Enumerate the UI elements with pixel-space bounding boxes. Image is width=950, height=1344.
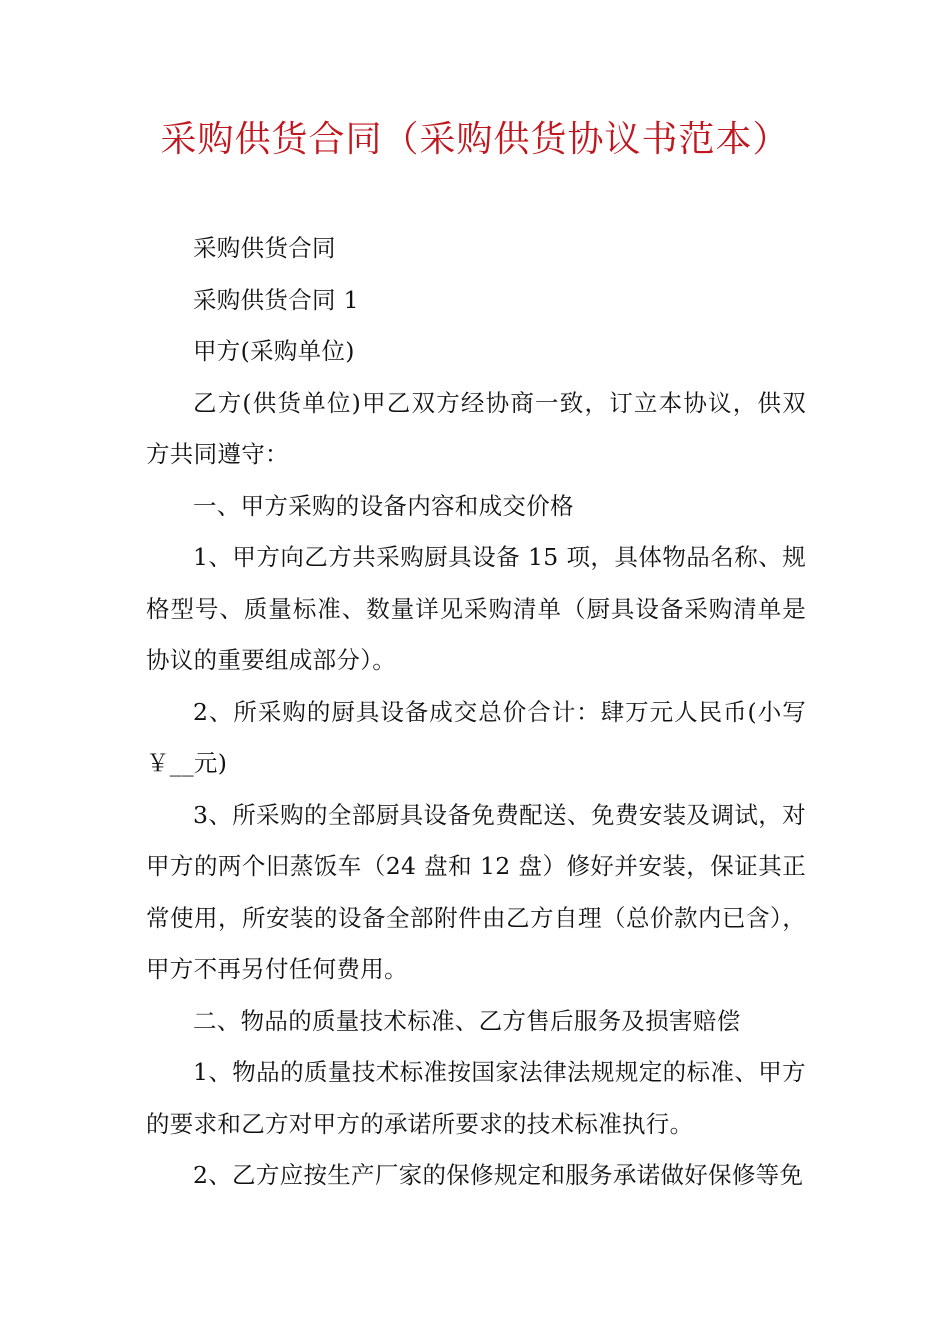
document-title: 采购供货合同（采购供货协议书范本）: [160, 119, 790, 160]
section-heading-1: 一、甲方采购的设备内容和成交价格: [193, 491, 574, 520]
paragraph-party-b: 乙方(供货单位)甲乙双方经协商一致，订立本协议，供双方共同遵守：: [146, 388, 806, 468]
clause-2-2: 2、乙方应按生产厂家的保修规定和服务承诺做好保修等免: [193, 1161, 804, 1189]
clause-1-2: 2、所采购的厨具设备成交总价合计：肆万元人民币(小写￥__元): [146, 697, 806, 777]
clause-1-3: 3、所采购的全部厨具设备免费配送、免费安装及调试，对甲方的两个旧蒸饭车（24 盘和 12 盘）修好并安装，保证其正常使用，所安装的设备全部附件由乙方自理（总价款内已含），甲方不再另付任何费用。: [146, 800, 806, 983]
document-body: [146, 223, 806, 1202]
paragraph-contract-number: 采购供货合同 1: [193, 285, 359, 314]
paragraph-party-a: 甲方(采购单位): [193, 337, 355, 365]
clause-2-1: 1、物品的质量技术标准按国家法律法规规定的标准、甲方的要求和乙方对甲方的承诺所要求的技术标准执行。: [146, 1058, 806, 1138]
section-heading-2: 二、物品的质量技术标准、乙方售后服务及损害赔偿: [193, 1006, 741, 1035]
paragraph-contract-name: 采购供货合同: [193, 234, 336, 262]
clause-1-1: 1、甲方向乙方共采购厨具设备 15 项，具体物品名称、规格型号、质量标准、数量详见采购清单（厨具设备采购清单是协议的重要组成部分）。: [146, 543, 806, 674]
